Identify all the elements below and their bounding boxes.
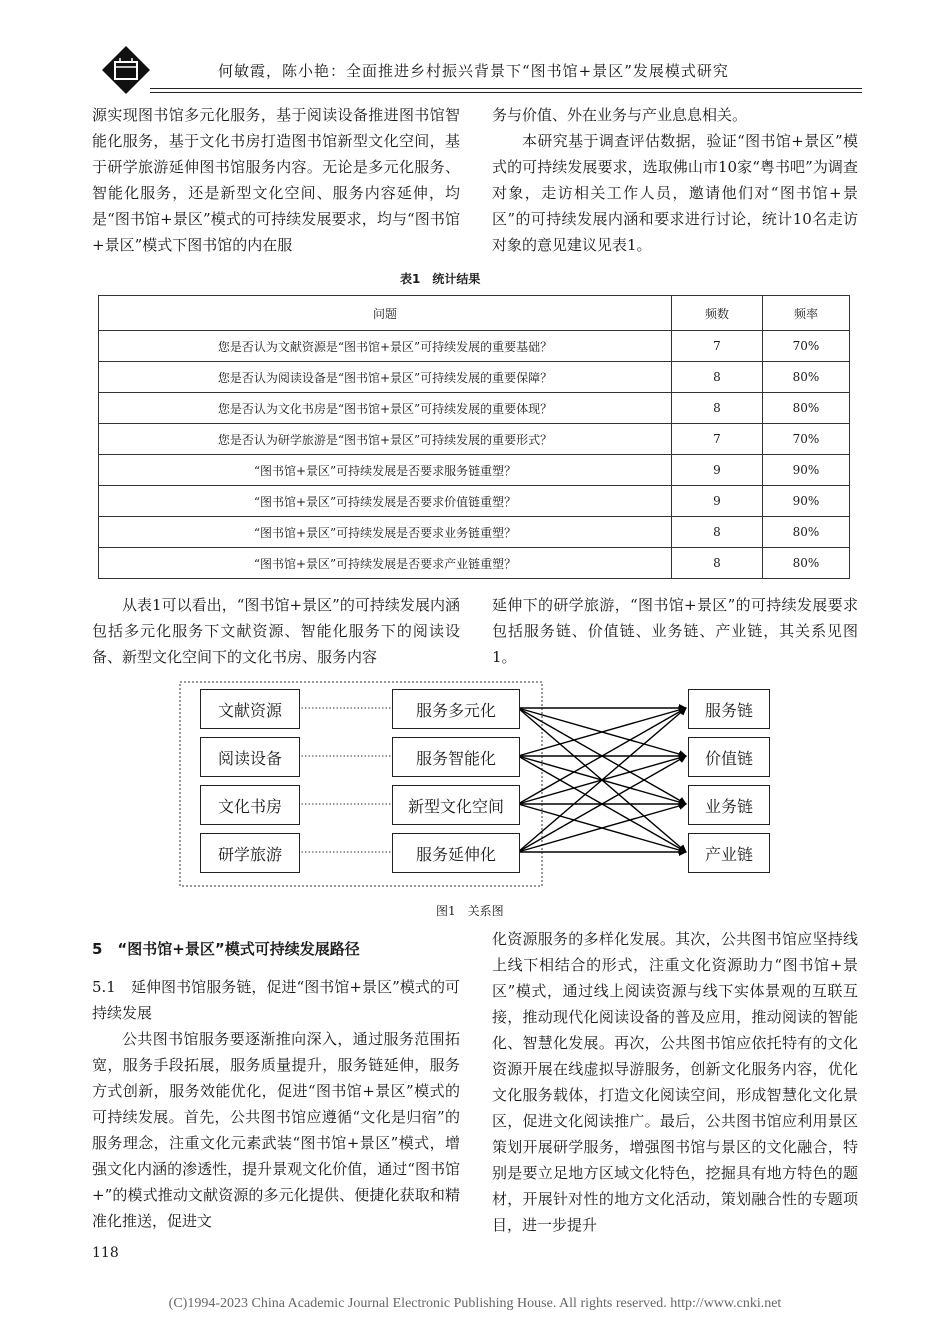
dotted-links — [298, 708, 392, 852]
resource-box: 文献资源 — [200, 689, 300, 729]
row-question: 您是否认为文献资源是“图书馆+景区”可持续发展的重要基础？ — [99, 331, 672, 362]
row-question: 您是否认为文化书房是“图书馆+景区”可持续发展的重要体现？ — [99, 393, 672, 424]
row-count: 8 — [672, 548, 763, 579]
row-rate: 80% — [763, 517, 850, 548]
section-heading: 5 “图书馆+景区”模式可持续发展路径 — [92, 940, 360, 958]
service-box: 服务多元化 — [392, 689, 520, 729]
intro-right-paragraph: 本研究基于调查评估数据，验证“图书馆+景区”模式的可持续发展要求，选取佛山市10家“粤书吧”为调查对象，走访相关工作人员，邀请他们对“图书馆+景区”的可持续发展内涵和要求进行讨论，统计10名走访对象的意见建议见表1。 — [492, 132, 858, 254]
page-number: 118 — [92, 1245, 119, 1261]
intro-left-text: 源实现图书馆多元化服务，基于阅读设备推进图书馆智能化服务，基于文化书房打造图书馆新型文化空间，基于研学旅游延伸图书馆服务内容。无论是多元化服务、智能化服务，还是新型文化空间、服务内容延伸，均是“图书馆+景区”模式的可持续发展要求，均与“图书馆+景区”模式下图书馆的内在服 — [92, 106, 460, 254]
copyright-footer: (C)1994-2023 China Academic Journal Electronic Publishing House. All rights reserved. http://www.cnki.net — [168, 1296, 782, 1311]
row-rate: 80% — [763, 362, 850, 393]
row-rate: 80% — [763, 548, 850, 579]
running-header-title: 何敏霞，陈小艳：全面推进乡村振兴背景下“图书馆+景区”发展模式研究 — [218, 62, 729, 80]
intro-right-line: 务与价值、外在业务与产业息息相关。 — [492, 106, 748, 124]
chain-box: 服务链 — [688, 689, 770, 729]
figure-caption: 图1 关系图 — [436, 904, 504, 918]
after-table-left-text: 从表1可以看出，“图书馆+景区”的可持续发展内涵包括多元化服务下文献资源、智能化服务下的阅读设备、新型文化空间下的文化书房、服务内容 — [92, 596, 460, 666]
row-question: 您是否认为阅读设备是“图书馆+景区”可持续发展的重要保障？ — [99, 362, 672, 393]
row-question: “图书馆+景区”可持续发展是否要求业务链重塑？ — [99, 517, 672, 548]
subsection-heading: 5.1 延伸图书馆服务链，促进“图书馆+景区”模式的可持续发展 — [92, 978, 460, 1022]
row-count: 9 — [672, 455, 763, 486]
row-count: 8 — [672, 517, 763, 548]
resource-box: 研学旅游 — [200, 833, 300, 873]
row-count: 7 — [672, 331, 763, 362]
service-box: 服务智能化 — [392, 737, 520, 777]
section-right-paragraph: 化资源服务的多样化发展。其次，公共图书馆应坚持线上线下相结合的形式，注重文化资源助力“图书馆+景区”模式，通过线上阅读资源与线下实体景观的互联互接，推动现代化阅读设备的普及应用，推动阅读的智能化、智慧化发展。再次，公共图书馆应依托特有的文化资源开展在线虚拟导游服务，创新文化服务内容，优化文化服务载体，打造文化阅读空间，形成智慧化文化景区，促进文化阅读推广。最后，公共图书馆应利用景区策划开展研学服务，增强图书馆与景区的文化融合，特别是要立足地方区域文化特色，挖掘具有地方特色的题材，开展针对性的地方文化活动，策划融合性的专题项目，进一步提升 — [492, 930, 858, 1234]
row-question: “图书馆+景区”可持续发展是否要求服务链重塑？ — [99, 455, 672, 486]
row-question: 您是否认为研学旅游是“图书馆+景区”可持续发展的重要形式？ — [99, 424, 672, 455]
row-question: “图书馆+景区”可持续发展是否要求价值链重塑？ — [99, 486, 672, 517]
after-table-right-text: 延伸下的研学旅游，“图书馆+景区”的可持续发展要求包括服务链、价值链、业务链、产业链，其关系见图1。 — [492, 596, 858, 666]
row-rate: 90% — [763, 486, 850, 517]
chain-box: 产业链 — [688, 833, 770, 873]
row-count: 8 — [672, 393, 763, 424]
row-rate: 90% — [763, 455, 850, 486]
table-caption: 表1 统计结果 — [400, 272, 481, 286]
row-rate: 70% — [763, 331, 850, 362]
header-rate: 频率 — [763, 296, 850, 331]
service-box: 新型文化空间 — [392, 785, 520, 825]
row-question: “图书馆+景区”可持续发展是否要求产业链重塑？ — [99, 548, 672, 579]
row-rate: 80% — [763, 393, 850, 424]
section-left-column — [92, 974, 460, 1234]
resource-box: 文化书房 — [200, 785, 300, 825]
section-left-paragraph: 公共图书馆服务要逐渐推向深入，通过服务范围拓宽，服务手段拓展，服务质量提升，服务链延伸，服务方式创新，服务效能优化，促进“图书馆+景区”模式的可持续发展。首先，公共图书馆应遵循“文化是归宿”的服务理念，注重文化元素武装“图书馆+景区”模式，增强文化内涵的渗透性，提升景观文化价值，通过“图书馆+”的模式推动文献资源的多元化提供、便捷化获取和精准化推送，促进文 — [92, 1030, 460, 1230]
row-count: 7 — [672, 424, 763, 455]
header-count: 频数 — [672, 296, 763, 331]
row-count: 9 — [672, 486, 763, 517]
arrow-links — [518, 708, 686, 852]
section-right-column — [492, 926, 858, 1238]
resource-box: 阅读设备 — [200, 737, 300, 777]
header-question: 问题 — [99, 296, 672, 331]
row-count: 8 — [672, 362, 763, 393]
chain-box: 价值链 — [688, 737, 770, 777]
row-rate: 70% — [763, 424, 850, 455]
service-box: 服务延伸化 — [392, 833, 520, 873]
chain-box: 业务链 — [688, 785, 770, 825]
